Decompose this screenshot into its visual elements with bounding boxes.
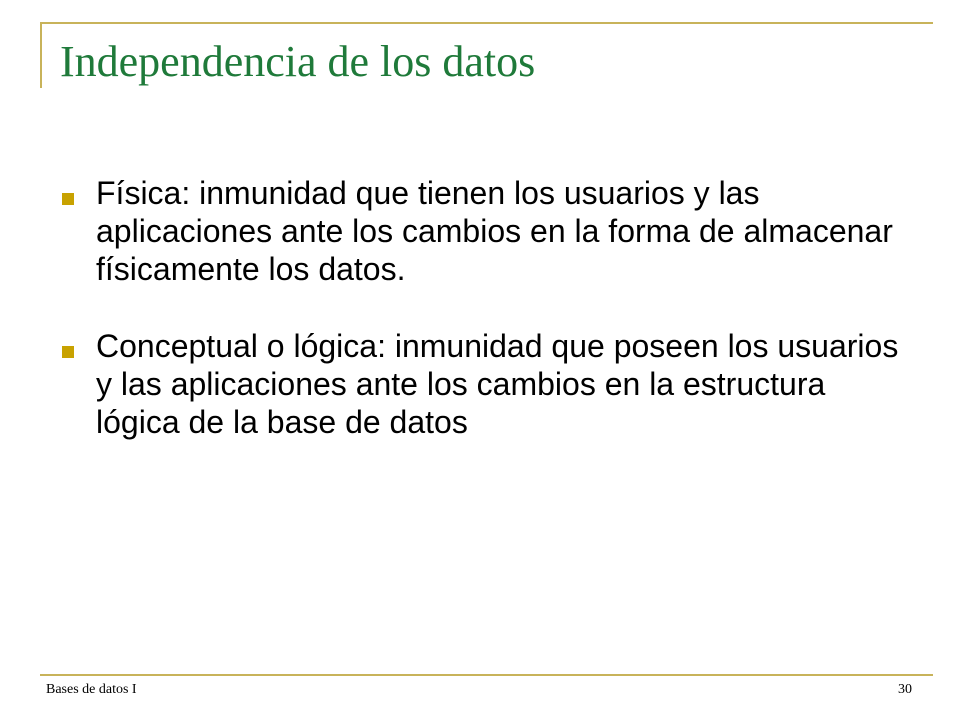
square-bullet-icon <box>62 193 74 205</box>
page-number: 30 <box>898 682 912 697</box>
square-bullet-icon <box>62 346 74 358</box>
bullet-text: Física: inmunidad que tienen los usuarios y las aplicaciones ante los cambios en la forma de almacenar físicamente los datos. <box>96 175 893 287</box>
bullet-item <box>62 174 912 288</box>
bullet-list <box>62 174 912 480</box>
slide-title: Independencia de los datos <box>60 37 536 86</box>
bullet-item <box>62 327 912 441</box>
bullet-text: Conceptual o lógica: inmunidad que poseen los usuarios y las aplicaciones ante los cambios en la estructura lógica de la base de datos <box>96 328 899 440</box>
bottom-rule <box>40 674 933 676</box>
top-rule <box>40 22 933 24</box>
footer-course-name: Bases de datos I <box>46 682 137 697</box>
left-rule <box>40 22 42 88</box>
